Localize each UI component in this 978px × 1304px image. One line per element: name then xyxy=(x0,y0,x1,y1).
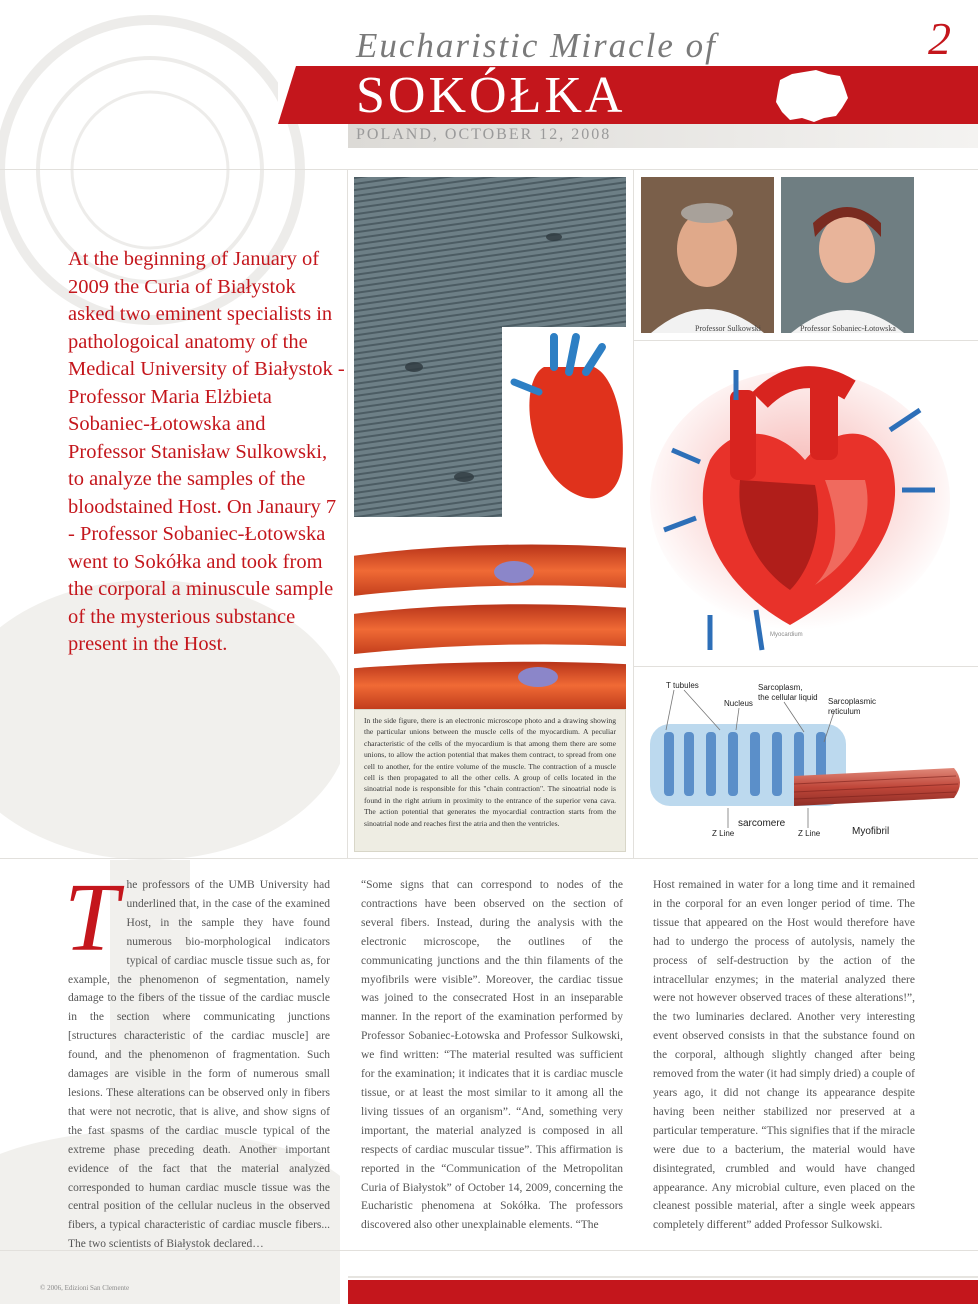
muscle-fiber-diagram xyxy=(644,672,974,852)
divider-body xyxy=(0,858,978,859)
microscope-illustration xyxy=(354,177,626,709)
body-column-2: “Some signs that can correspond to nodes of the contractions have been observed on the section of several fibers. Instead, during the analysis with the electronic microscope, the outlines of the communicating junctions and the thin filaments of the myofibrils were visible”. Moreover, the cardiac tissue was joined to the consecrated Host in an inseparable manner. In the report of the examination performed by Professor Sobaniec-Łotowska and Professor Sulkowski, we find written: “The material resulted was sufficient for the examination; it indicates that it is cardiac muscle tissue, or at least the most similar to it among all the living tissues of an organism”. “And, something very important, the material analyzed is composed in all respects of cardiac muscular tissue”. This affirmation is reported in the “Communication of the Metropolitan Curia of Białystok” of October 14, 2009, concerning the Eucharistic phenomena at Sokółka. The professors discovered also other unexplainable elements. “The xyxy=(361,879,623,1232)
label-myofibril: Myofibril xyxy=(852,826,890,837)
footer-bar xyxy=(348,1280,978,1304)
intro-paragraph: At the beginning of January of 2009 the Curia of Białystok asked two eminent specialists in pathologoical anatomy of the Medical University of Białystok - Professor Maria Elżbieta Sobaniec-Łotowska and Professor Stanisław Sulkowski, to analyze the samples of the bloodstained Host. On Janaury 7 - Professor Sobaniec-Łotowska went to Sokółka and took from the corporal a minuscule sample of the mysterious substance present in the Host. xyxy=(68,248,345,655)
body-column-3: Host remained in water for a long time and it remained in the corporal for an even longer period of time. The tissue that appeared on the Host would therefore have had to undergo the process of autolysis, namely the process of self-destruction by the action of the intracellular enzymes; in the material analyzed there were not however observed traces of these alterations!”, the two luminaries declared. Another very interesting event observed consists in that the substance found on the corporal, although slightly changed after being removed from the water (it had simply dried) a couple of years ago, it did not change its appearance despite having been neither stabilized nor preserved at a particular temperature. “This signifies that if the miracle were due to a bacterium, the material would have disintegrated, crumbled and would have changed appearance. Any microbial culture, even placed on the cleanest possible material, after a single week appears completely different” added Professor Sulkowski. xyxy=(653,879,915,1232)
label-z-line-2: Z Line xyxy=(798,829,821,838)
footer-bar-accent xyxy=(348,1276,978,1278)
label-nucleus: Nucleus xyxy=(724,699,753,708)
page-subtitle: POLAND, OCTOBER 12, 2008 xyxy=(356,126,612,143)
header-script-title: Eucharistic Miracle of xyxy=(356,26,717,65)
body-column-1-text: he professors of the UMB University had underlined that, in the case of the examined Host, in the sample they have found numerous bio-morphological indicators typical of cardiac muscle tissue such as, for example, the phenomenon of segmentation, namely damage to the fibers of the tissue of the cardiac muscle in the section where communicating junctions [structures characteristic of the cardiac muscle] are found, and the phenomenon of fragmentation. Such damages are visible in the form of numerous small lesions. These alterations can be observed only in fibers that were not necrotic, that is alive, and show signs of the fast spasms of the cardiac muscle typical of the extreme phase preceding death. Another important evidence of the fact that the material analyzed corresponded to human cardiac muscle tissue was the central position of the cellular nucleus in the observed fibers, a typical characteristic of cardiac muscle fibers... The two scientists of Białystok declared… xyxy=(68,879,330,1251)
label-sarcoplasm: Sarcoplasm, xyxy=(758,683,803,692)
copyright: © 2006, Edizioni San Clemente xyxy=(40,1284,130,1292)
divider-photos xyxy=(633,340,978,341)
heart-label: Myocardium xyxy=(770,632,803,638)
label-sarcoplasmic-reticulum-2: reticulum xyxy=(828,707,861,716)
label-t-tubules: T tubules xyxy=(666,681,699,690)
label-sarcomere: sarcomere xyxy=(738,818,786,829)
divider-vertical-right xyxy=(633,169,634,859)
drop-cap: T xyxy=(64,864,119,972)
divider-footer xyxy=(0,1250,978,1251)
label-z-line-1: Z Line xyxy=(712,829,735,838)
divider-heart xyxy=(633,666,978,667)
figure-caption: In the side figure, there is an electronic microscope photo and a drawing showing the particular unions between the muscle cells of the myocardium. A peculiar characteristic of the cells of the myocardium is that among them there are some unions, to allow the action potential that makes them contract, to spread from one cell to another, for the entire volume of the muscle. The contraction of a muscle cell is then propagated to all the other cells. A group of cells located in the sinoatrial node is responsible for this "chain contraction". The sinoatrial node is found in the right atrium in proximity to the entrance of the superior vena cava. The action potential that generates the myocardial contraction starts from the sinoatrial node and reaches first the atria and then the ventricles. xyxy=(354,709,626,852)
label-sarcoplasmic-reticulum: Sarcoplasmic xyxy=(828,697,877,706)
poland-map-icon xyxy=(770,68,850,124)
photo-sobaniec-lotowska xyxy=(781,177,914,333)
divider-vertical-left xyxy=(347,169,348,859)
heart-illustration xyxy=(640,350,970,660)
page-number: 2 xyxy=(928,13,951,64)
photo-sulkowski xyxy=(641,177,774,333)
divider-top xyxy=(0,169,978,170)
body-column-1 xyxy=(64,864,330,1254)
photo-caption-sobaniec-lotowska: Professor Sobaniec-Łotowska xyxy=(800,324,896,333)
page-title: SOKÓŁKA xyxy=(356,67,626,124)
photo-caption-sulkowski: Professor Sulkowski xyxy=(695,324,762,333)
label-sarcoplasm-2: the cellular liquid xyxy=(758,693,818,702)
